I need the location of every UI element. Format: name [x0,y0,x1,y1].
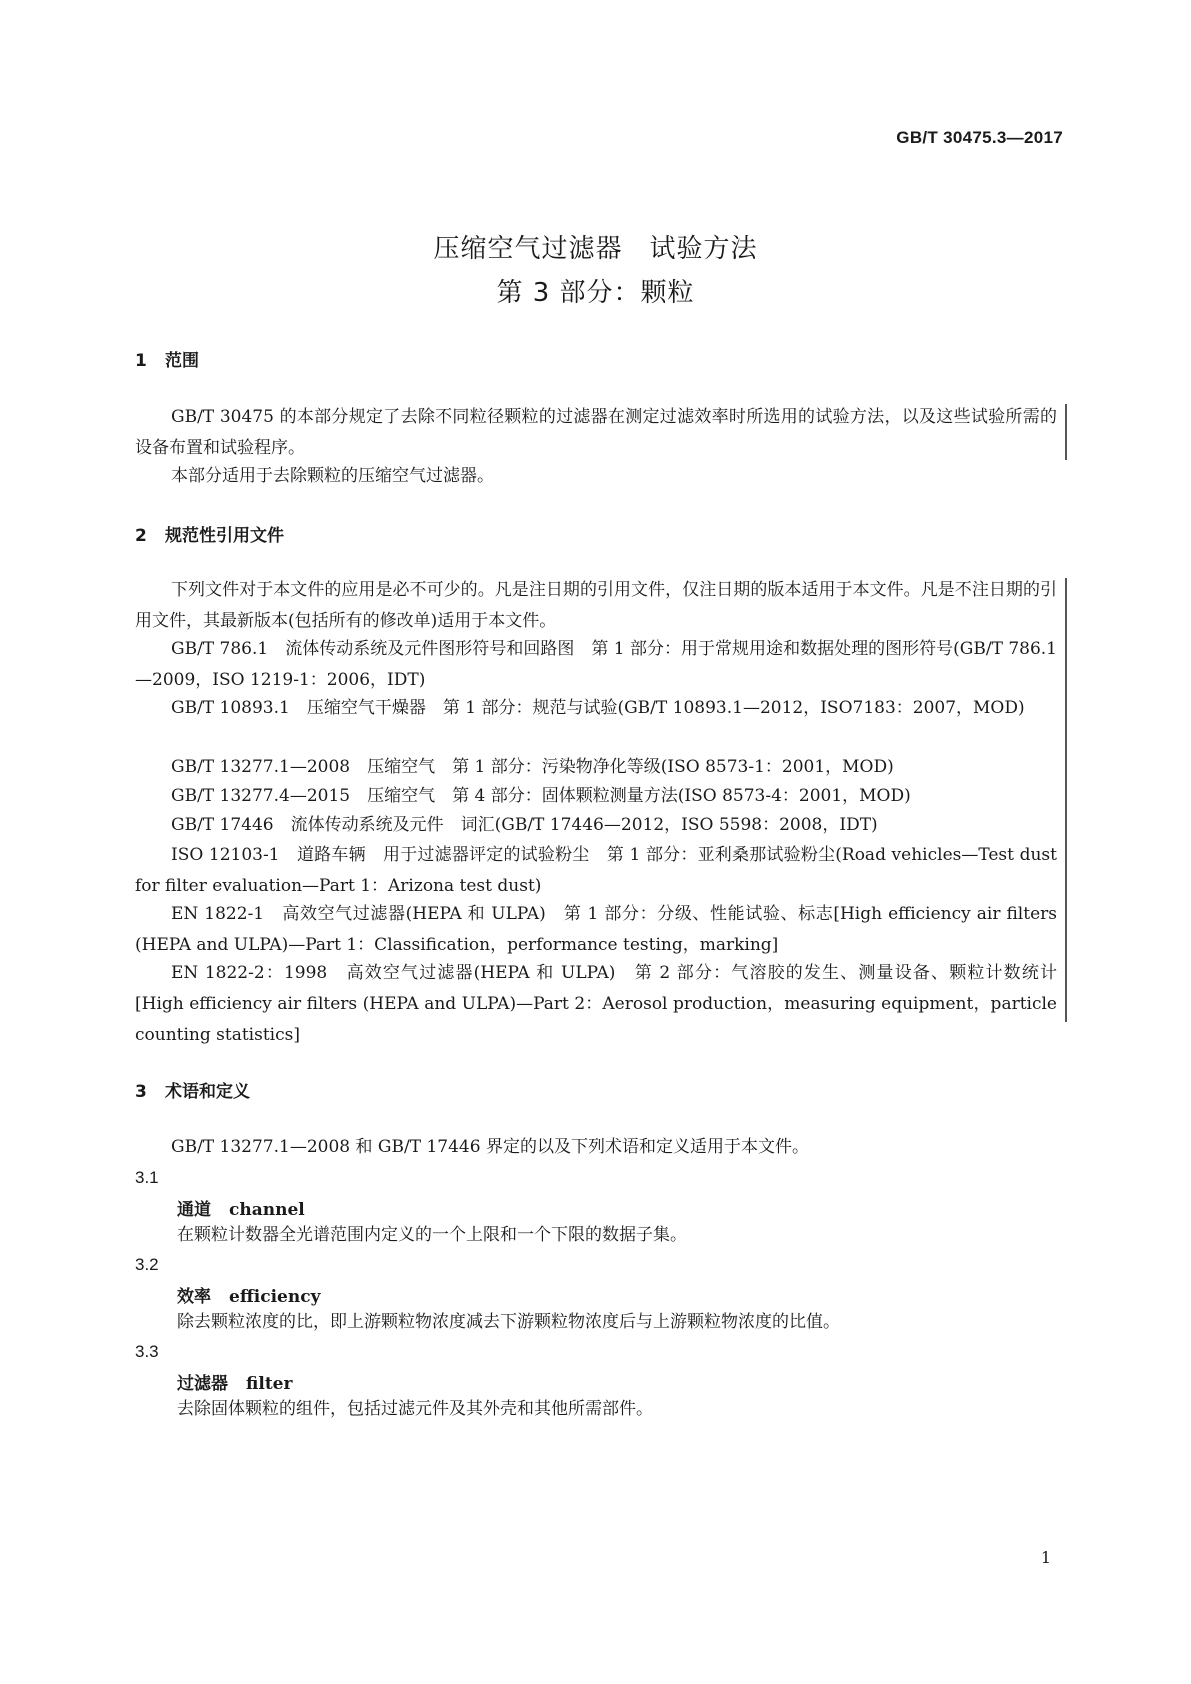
reference-item: GB/T 13277.4—2015 压缩空气 第 4 部分：固体颗粒测量方法(ISO 8573-4：2001，MOD) [171,786,911,806]
section-1-heading [135,346,199,371]
page-number: 1 [1040,1548,1051,1567]
reference-item: GB/T 786.1 流体传动系统及元件图形符号和回路图 第 1 部分：用于常规用途和数据处理的图形符号(GB/T 786.1—2009，ISO 1219-1：2006，IDT) [135,639,1057,690]
term-definition: 去除固体颗粒的组件，包括过滤元件及其外壳和其他所需部件。 [177,1399,653,1419]
document-title: 压缩空气过滤器 试验方法 [433,234,758,264]
reference-item: GB/T 13277.1—2008 压缩空气 第 1 部分：污染物净化等级(ISO 8573-1：2001，MOD) [171,757,894,777]
revision-bar [1065,404,1067,460]
section-1-title: 范围 [165,351,199,371]
reference-item: EN 1822-1 高效空气过滤器(HEPA 和 ULPA) 第 1 部分：分级、性能试验、标志[High efficiency air filters (HEPA and ULPA)—Part 1：Classification，performance testing，marking] [135,904,1057,955]
term-name-en: efficiency [229,1287,321,1307]
section-1-number: 1 [135,351,147,371]
section-3-title: 术语和定义 [165,1082,250,1102]
section-3-number: 3 [135,1082,147,1102]
term-name [177,1369,292,1394]
term-name-en: filter [246,1374,293,1394]
term-number: 3.1 [135,1168,159,1187]
term-name-en: channel [229,1200,305,1220]
term-name [177,1282,320,1307]
term-number: 3.2 [135,1255,159,1274]
section-1-paragraph: GB/T 30475 的本部分规定了去除不同粒径颗粒的过滤器在测定过滤效率时所选用的试验方法，以及这些试验所需的设备布置和试验程序。 [135,407,1057,458]
term-definition: 在颗粒计数器全光谱范围内定义的一个上限和一个下限的数据子集。 [177,1225,687,1245]
section-2-heading [135,521,284,546]
reference-item: EN 1822-2：1998 高效空气过滤器(HEPA 和 ULPA) 第 2 部分：气溶胶的发生、测量设备、颗粒计数统计[High efficiency air filters (HEPA and ULPA)—Part 2：Aerosol production，measuring equipment，particle counting statistics] [135,963,1057,1045]
term-name [177,1195,305,1220]
section-3-heading [135,1077,250,1102]
revision-bar [1065,578,1067,1022]
section-3-intro: GB/T 13277.1—2008 和 GB/T 17446 界定的以及下列术语和定义适用于本文件。 [171,1137,809,1157]
standard-code: GB/T 30475.3—2017 [896,128,1063,147]
term-name-zh: 过滤器 [177,1374,228,1394]
section-2-number: 2 [135,526,147,546]
term-definition: 除去颗粒浓度的比，即上游颗粒物浓度减去下游颗粒物浓度后与上游颗粒物浓度的比值。 [177,1312,840,1332]
section-1-paragraph: 本部分适用于去除颗粒的压缩空气过滤器。 [171,466,494,486]
section-2-title: 规范性引用文件 [165,526,284,546]
document-subtitle: 第 3 部分：颗粒 [496,278,695,308]
term-number: 3.3 [135,1342,159,1361]
term-name-zh: 效率 [177,1287,211,1307]
reference-item: ISO 12103-1 道路车辆 用于过滤器评定的试验粉尘 第 1 部分：亚利桑那试验粉尘(Road vehicles—Test dust for filter evaluation—Part 1：Arizona test dust) [135,845,1057,896]
reference-item: GB/T 17446 流体传动系统及元件 词汇(GB/T 17446—2012，ISO 5598：2008，IDT) [171,815,878,835]
term-name-zh: 通道 [177,1200,211,1220]
reference-item: GB/T 10893.1 压缩空气干燥器 第 1 部分：规范与试验(GB/T 10893.1—2012，ISO7183：2007，MOD) [171,698,1025,718]
section-2-intro: 下列文件对于本文件的应用是必不可少的。凡是注日期的引用文件，仅注日期的版本适用于本文件。凡是不注日期的引用文件，其最新版本(包括所有的修改单)适用于本文件。 [135,580,1057,631]
